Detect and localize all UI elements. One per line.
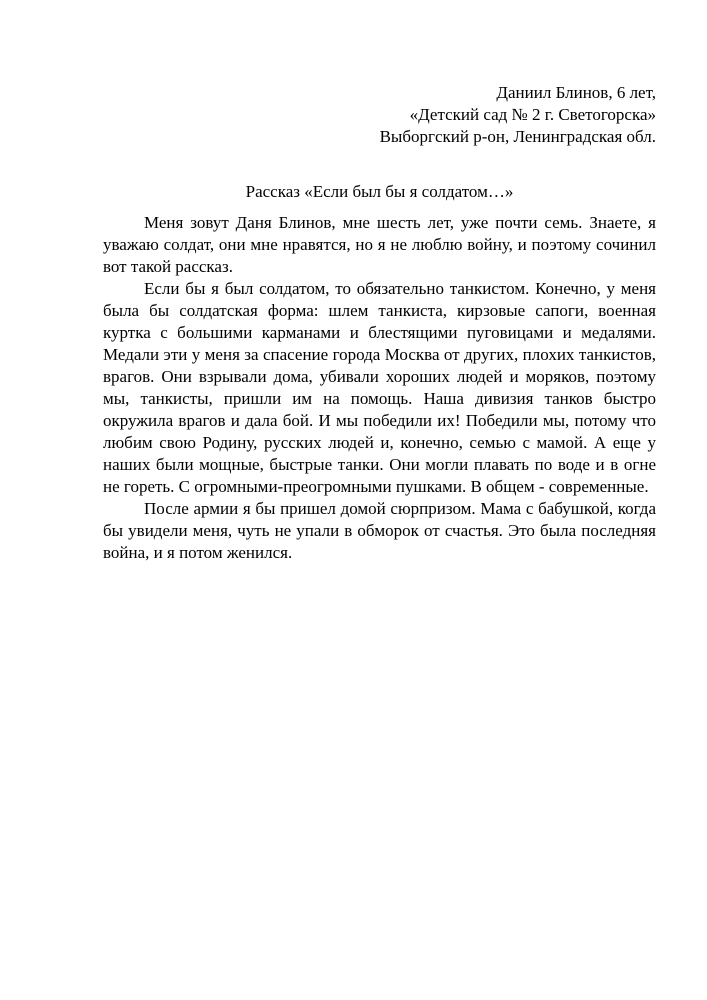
author-name-line: Даниил Блинов, 6 лет, <box>496 83 656 102</box>
story-paragraph-3: После армии я бы пришел домой сюрпризом. Мама с бабушкой, когда бы увидели меня, чуть не упали в обморок от счастья. Это была последняя война, и я потом женился. <box>103 499 656 562</box>
author-block <box>103 82 656 148</box>
region-line: Выборгский р-он, Ленинградская обл. <box>379 127 656 146</box>
story-title: Рассказ «Если был бы я солдатом…» <box>245 182 514 201</box>
story-paragraph-2: Если бы я был солдатом, то обязательно танкистом. Конечно, у меня была бы солдатская форма: шлем танкиста, кирзовые сапоги, военная куртка с большими карманами и блестящими пуговицами и медалями. Медали эти у меня за спасение города Москва от других, плохих танкистов, врагов. Они взрывали дома, убивали хороших людей и моряков, поэтому мы, танкисты, пришли им на помощь. Наша дивизия танков быстро окружила врагов и дала бой. И мы победили их! Победили мы, потому что любим свою Родину, русских людей и, конечно, семью с мамой. А еще у наших были мощные, быстрые танки. Они могли плавать по воде и в огне не гореть. С огромными-преогромными пушками. В общем - современные. <box>103 279 656 496</box>
kindergarten-line: «Детский сад № 2 г. Светогорска» <box>409 105 656 124</box>
story-paragraph-1: Меня зовут Даня Блинов, мне шесть лет, уже почти семь. Знаете, я уважаю солдат, они мне нравятся, но я не люблю войну, и поэтому сочинил вот такой рассказ. <box>103 213 656 276</box>
